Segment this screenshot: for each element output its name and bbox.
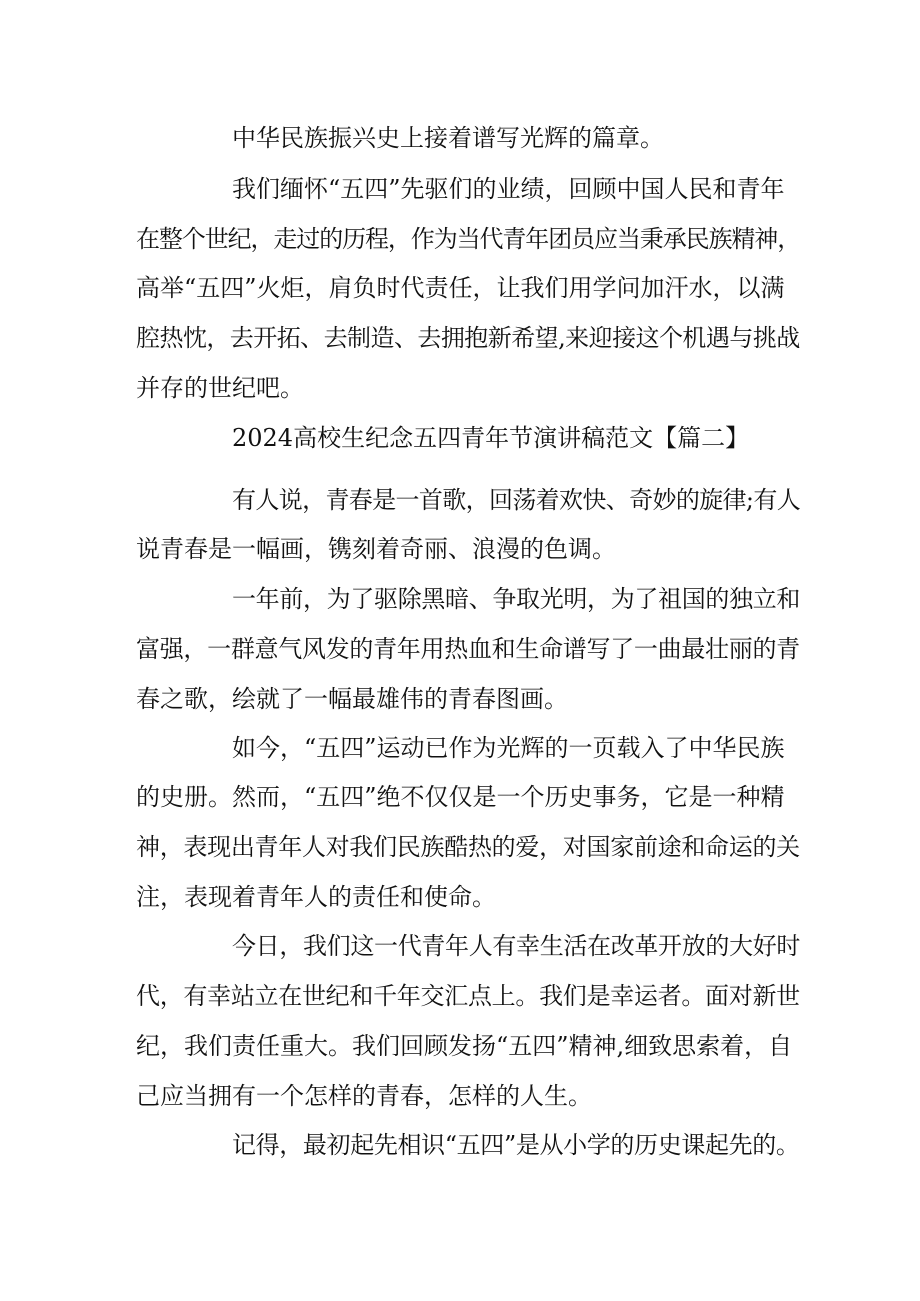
paragraph-line: 春之歌，绘就了一幅最雄伟的青春图画。 bbox=[136, 685, 568, 713]
paragraph-line: 如今，“五四”运动已作为光辉的一页载入了中华民族 bbox=[232, 734, 785, 762]
paragraph-line: 今日，我们这一代青年人有幸生活在改革开放的大好时 bbox=[232, 932, 801, 960]
paragraph-line: 高举“五四”火炬，肩负时代责任，让我们用学问加汗水，以满 bbox=[136, 274, 785, 302]
paragraph-line: 并存的世纪吧。 bbox=[136, 374, 304, 402]
paragraph-line: 己应当拥有一个怎样的青春，怎样的人生。 bbox=[136, 1082, 592, 1110]
paragraph-line: 腔热忱，去开拓、去制造、去拥抱新希望,来迎接这个机遇与挑战 bbox=[136, 324, 800, 352]
paragraph-line: 代，有幸站立在世纪和千年交汇点上。我们是幸运者。面对新世 bbox=[136, 982, 800, 1010]
paragraph-line: 富强，一群意气风发的青年用热血和生命谱写了一曲最壮丽的青 bbox=[136, 635, 800, 663]
paragraph-line: 有人说，青春是一首歌，回荡着欢快、奇妙的旋律;有人 bbox=[232, 486, 801, 514]
paragraph-line: 注，表现着青年人的责任和使命。 bbox=[136, 883, 496, 911]
paragraph-line: 在整个世纪，走过的历程，作为当代青年团员应当秉承民族精神， bbox=[136, 225, 801, 253]
paragraph-line: 中华民族振兴史上接着谱写光辉的篇章。 bbox=[232, 124, 664, 152]
paragraph-line: 纪，我们责任重大。我们回顾发扬“五四”精神,细致思索着，自 bbox=[136, 1032, 793, 1060]
section-title: 2024高校生纪念五四青年节演讲稿范文【篇二】 bbox=[232, 424, 750, 452]
paragraph-line: 说青春是一幅画，镌刻着奇丽、浪漫的色调。 bbox=[136, 535, 616, 563]
paragraph-line: 记得，最初起先相识“五四”是从小学的历史课起先的。 bbox=[232, 1131, 800, 1159]
paragraph-line: 神，表现出青年人对我们民族酷热的爱，对国家前途和命运的关 bbox=[136, 833, 800, 861]
paragraph-line: 我们缅怀“五四”先驱们的业绩，回顾中国人民和青年 bbox=[232, 175, 785, 203]
paragraph-line: 的史册。然而，“五四”绝不仅仅是一个历史事务，它是一种精 bbox=[136, 783, 785, 811]
paragraph-line: 一年前，为了驱除黑暗、争取光明，为了祖国的独立和 bbox=[232, 585, 801, 613]
